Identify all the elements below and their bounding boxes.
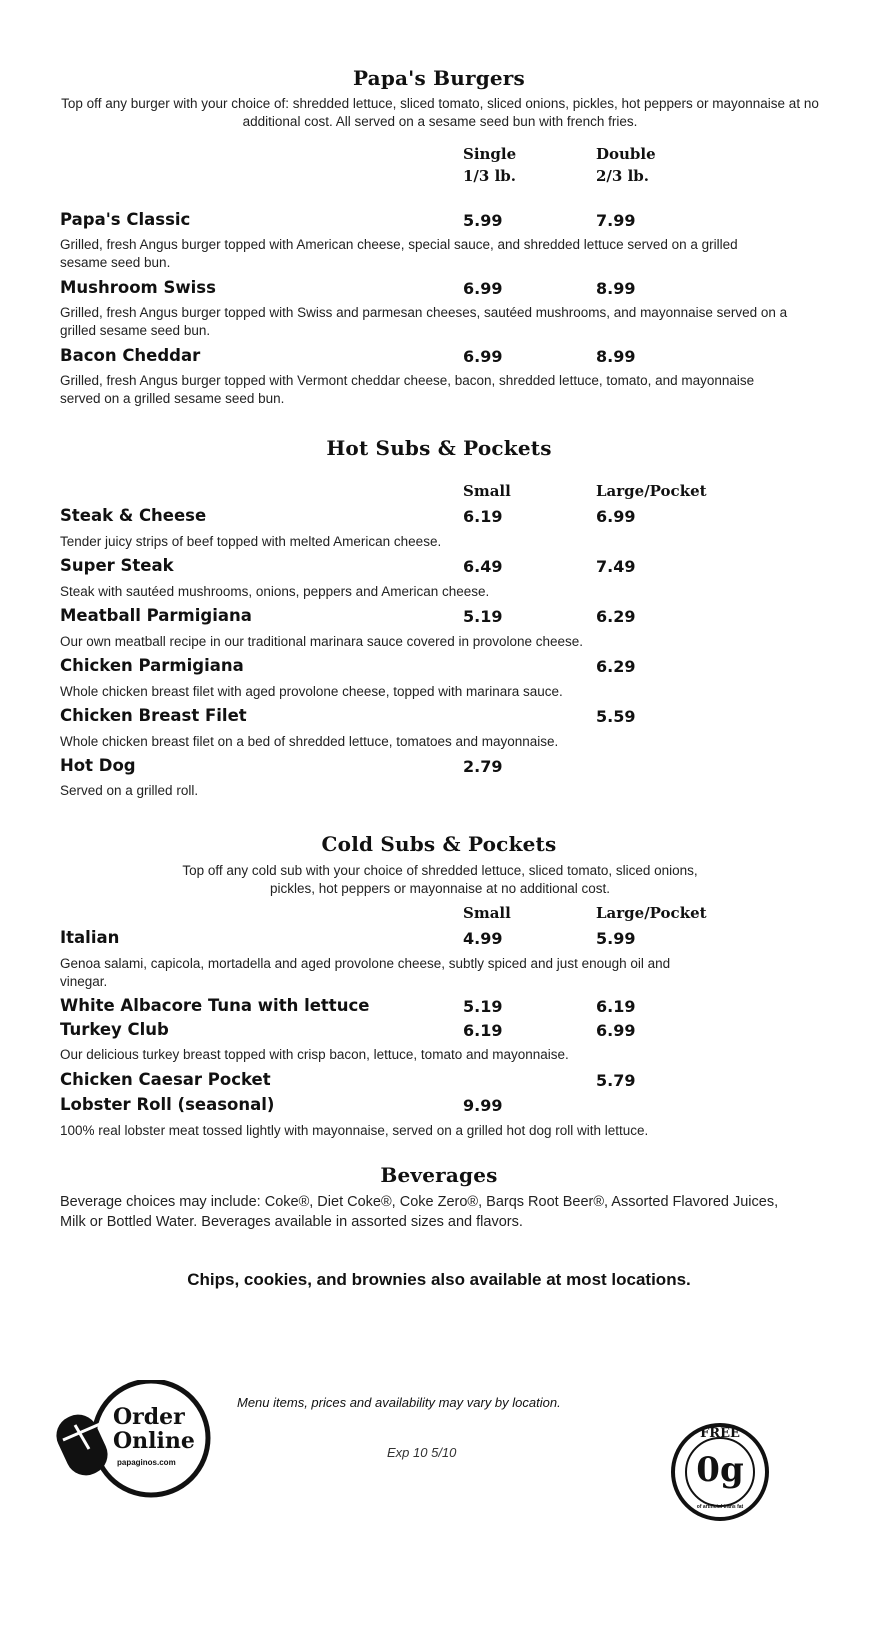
menu-item-price-large: 5.99 xyxy=(596,929,636,948)
trans-fat-seal xyxy=(668,1420,772,1524)
menu-item-price-small: 6.19 xyxy=(463,507,503,526)
menu-item-desc: Grilled, fresh Angus burger topped with Swiss and parmesan cheeses, sautéed mushrooms, and mayonnaise served on a grilled sesame seed bun. xyxy=(60,305,788,338)
menu-item-desc: Grilled, fresh Angus burger topped with Vermont cheddar cheese, bacon, shredded lettuce, tomato, and mayonnaise served on a grilled sesame seed bun. xyxy=(60,373,755,406)
menu-item-price-double: 8.99 xyxy=(596,347,636,366)
menu-item-desc: Served on a grilled roll. xyxy=(60,783,199,798)
menu-item-desc: Steak with sautéed mushrooms, onions, peppers and American cheese. xyxy=(60,584,490,599)
hot-subs-col-small: Small xyxy=(463,482,511,500)
menu-item-price-large: 6.99 xyxy=(596,1021,636,1040)
menu-item-price-double: 7.99 xyxy=(596,211,636,230)
menu-item-price-double: 8.99 xyxy=(596,279,636,298)
menu-item-price-small: 4.99 xyxy=(463,929,503,948)
cold-subs-intro: Top off any cold sub with your choice of shredded lettuce, sliced tomato, sliced onions, pickles, hot peppers or mayonnaise at no additional cost. xyxy=(182,863,698,896)
menu-item-name: Meatball Parmigiana xyxy=(60,606,252,625)
menu-item-name: Hot Dog xyxy=(60,756,136,775)
menu-item-price-large: 5.59 xyxy=(596,707,636,726)
section-title-beverages: Beverages xyxy=(380,1163,498,1187)
burgers-col-single: Single 1/3 lb. xyxy=(463,145,517,185)
menu-item-name: Bacon Cheddar xyxy=(60,346,201,365)
seal-bottom-text: of artificial trans fat xyxy=(696,1504,744,1510)
order-online-url: papaginos.com xyxy=(117,1458,176,1467)
menu-item-price-large: 5.79 xyxy=(596,1071,636,1090)
menu-item-price-large: 6.99 xyxy=(596,507,636,526)
cold-subs-col-small: Small xyxy=(463,904,511,922)
section-title-burgers: Papa's Burgers xyxy=(352,66,526,90)
menu-item-price-small: 2.79 xyxy=(463,757,503,776)
section-title-hot-subs: Hot Subs & Pockets xyxy=(326,436,552,460)
menu-item-desc: Tender juicy strips of beef topped with melted American cheese. xyxy=(60,534,442,549)
burgers-intro: Top off any burger with your choice of: shredded lettuce, sliced tomato, sliced onions, pickles, hot peppers or mayonnaise at no additional cost. All served on a sesame seed bun with french fries. xyxy=(61,96,819,129)
cold-subs-col-large: Large/Pocket xyxy=(596,904,707,922)
section-title-cold-subs: Cold Subs & Pockets xyxy=(321,832,557,856)
beverages-text: Beverage choices may include: Coke®, Diet Coke®, Coke Zero®, Barqs Root Beer®, Assorted Flavored Juices, Milk or Bottled Water. Beverages available in assorted sizes and flavors. xyxy=(60,1194,779,1230)
order-online-line2: Online xyxy=(113,1428,195,1454)
vary-note: Menu items, prices and availability may vary by location. xyxy=(237,1395,561,1410)
menu-item-name: Steak & Cheese xyxy=(60,506,207,525)
hot-subs-col-large: Large/Pocket xyxy=(596,482,707,500)
menu-item-price-small: 6.49 xyxy=(463,557,503,576)
menu-item-name: Lobster Roll (seasonal) xyxy=(60,1095,275,1114)
menu-item-name: Chicken Breast Filet xyxy=(60,706,247,725)
menu-item-price-large: 6.29 xyxy=(596,607,636,626)
burgers-col-double: Double 2/3 lb. xyxy=(596,145,656,185)
menu-item-desc: 100% real lobster meat tossed lightly with mayonnaise, served on a grilled hot dog roll with lettuce. xyxy=(60,1123,649,1138)
menu-item-price-single: 6.99 xyxy=(463,347,503,366)
menu-item-desc: Our own meatball recipe in our traditional marinara sauce covered in provolone cheese. xyxy=(60,634,584,649)
extras-note: Chips, cookies, and brownies also available at most locations. xyxy=(187,1270,691,1289)
code-note: Exp 10 5/10 xyxy=(387,1445,457,1460)
menu-item-price-single: 6.99 xyxy=(463,279,503,298)
menu-item-name: Chicken Caesar Pocket xyxy=(60,1070,271,1089)
seal-top-text: FREE xyxy=(700,1426,740,1441)
menu-item-desc: Grilled, fresh Angus burger topped with American cheese, special sauce, and shredded lettuce served on a grilled sesame seed bun. xyxy=(60,237,738,270)
menu-item-name: Mushroom Swiss xyxy=(60,278,216,297)
menu-item-name: Super Steak xyxy=(60,556,174,575)
menu-item-price-small: 6.19 xyxy=(463,1021,503,1040)
menu-item-price-large: 6.19 xyxy=(596,997,636,1016)
menu-item-name: Chicken Parmigiana xyxy=(60,656,244,675)
order-online-line1: Order xyxy=(113,1404,185,1430)
menu-item-desc: Genoa salami, capicola, mortadella and aged provolone cheese, subtly spiced and just enough oil and vinegar. xyxy=(60,956,671,989)
menu-item-price-single: 5.99 xyxy=(463,211,503,230)
menu-item-name: Turkey Club xyxy=(60,1020,169,1039)
menu-item-price-small: 9.99 xyxy=(463,1096,503,1115)
seal-center-text: 0g xyxy=(696,1450,744,1490)
menu-item-desc: Our delicious turkey breast topped with crisp bacon, lettuce, tomato and mayonnaise. xyxy=(60,1047,569,1062)
menu-item-desc: Whole chicken breast filet with aged provolone cheese, topped with marinara sauce. xyxy=(60,684,563,699)
menu-item-price-small: 5.19 xyxy=(463,607,503,626)
menu-item-name: Papa's Classic xyxy=(60,210,191,229)
order-online-logo[interactable] xyxy=(55,1380,235,1500)
menu-item-desc: Whole chicken breast filet on a bed of shredded lettuce, tomatoes and mayonnaise. xyxy=(60,734,559,749)
menu-item-price-large: 7.49 xyxy=(596,557,636,576)
menu-item-name: Italian xyxy=(60,928,120,947)
menu-item-price-small: 5.19 xyxy=(463,997,503,1016)
menu-item-price-large: 6.29 xyxy=(596,657,636,676)
menu-item-name: White Albacore Tuna with lettuce xyxy=(60,996,370,1015)
